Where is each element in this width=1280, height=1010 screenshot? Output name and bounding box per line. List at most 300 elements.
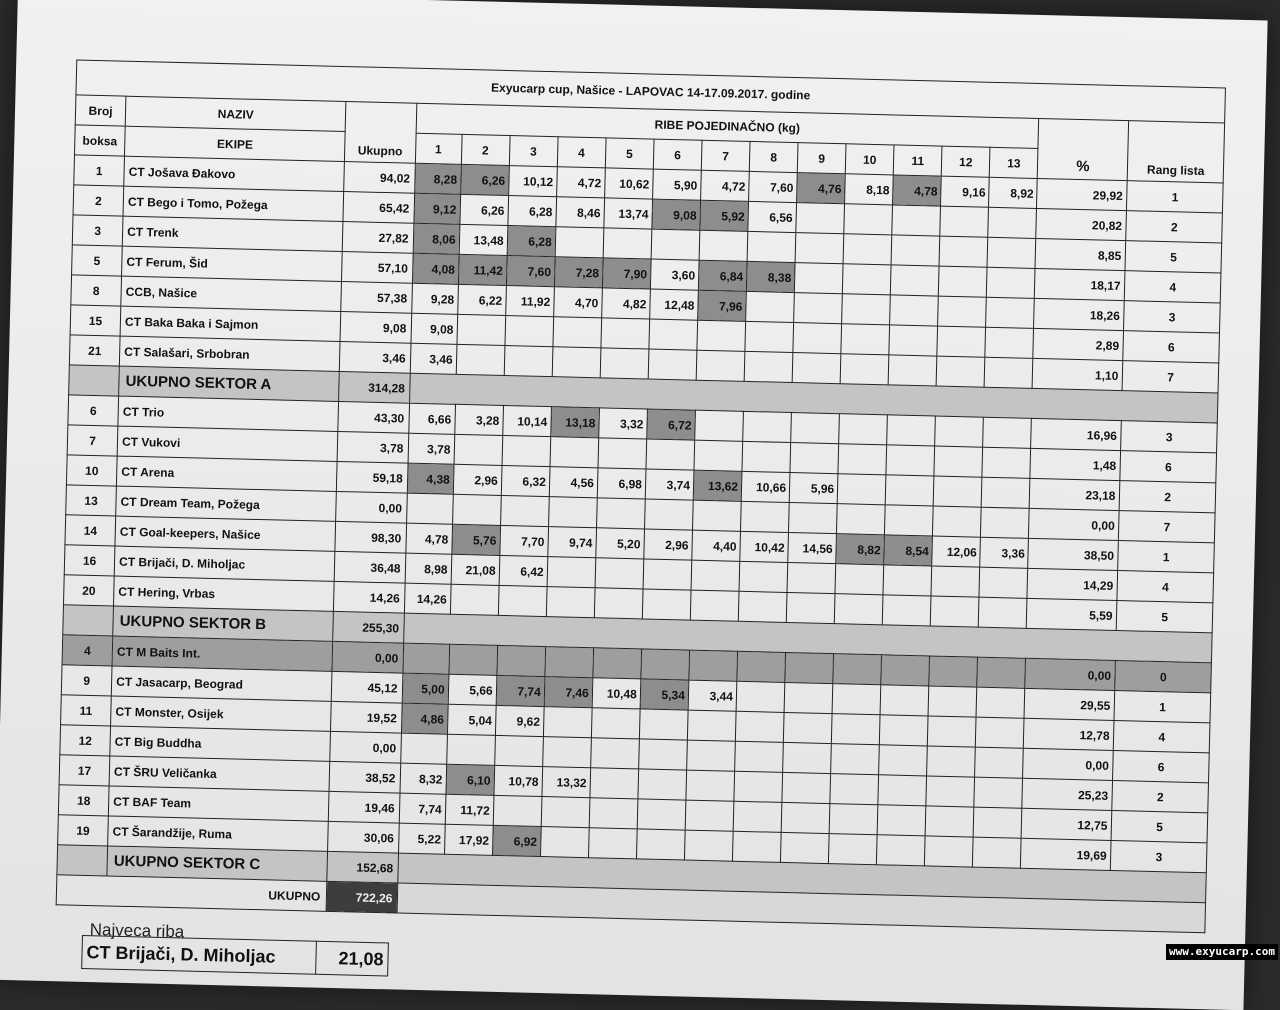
fish-weight: 11,92 (505, 286, 554, 317)
fish-weight: 10,14 (502, 405, 551, 436)
fish-weight: 6,10 (446, 764, 495, 795)
team-total: 19,46 (329, 791, 400, 823)
fish-weight (497, 645, 546, 676)
fish-weight: 2,96 (453, 464, 502, 495)
team-rank: 6 (1120, 451, 1216, 483)
fish-weight: 8,92 (989, 177, 1038, 208)
fish-weight: 5,34 (640, 679, 689, 710)
fish-weight (796, 203, 845, 234)
team-percent: 16,96 (1031, 418, 1122, 450)
team-percent: 1,48 (1030, 448, 1121, 480)
fish-weight (643, 559, 692, 590)
fish-weight (975, 747, 1024, 778)
header-fish-col: 8 (749, 141, 798, 172)
fish-weight: 6,98 (597, 468, 646, 499)
fish-weight (637, 799, 686, 830)
fish-weight (543, 707, 592, 738)
fish-weight: 7,60 (749, 171, 798, 202)
fish-weight (979, 597, 1028, 628)
fish-weight (742, 441, 791, 472)
results-sheet (56, 59, 1226, 933)
fish-weight: 10,12 (508, 166, 557, 197)
fish-weight: 6,56 (748, 201, 797, 232)
team-name: CT Jošava Đakovo (124, 156, 345, 191)
box-number: 11 (61, 695, 112, 726)
fish-weight (828, 834, 877, 865)
fish-weight (590, 738, 639, 769)
fish-weight (880, 685, 929, 716)
team-total: 57,38 (341, 282, 412, 314)
fish-weight (504, 345, 553, 376)
header-fish-col: 4 (557, 137, 606, 168)
team-name: CT Ferum, Šid (122, 246, 343, 281)
header-boksa: boksa (74, 125, 125, 156)
team-percent: 0,00 (1023, 748, 1114, 780)
fish-weight (925, 806, 974, 837)
team-rank: 7 (1119, 511, 1215, 543)
team-name: CT Goal-keepers, Našice (115, 516, 336, 551)
team-total: 57,10 (342, 252, 413, 284)
fish-weight (787, 562, 836, 593)
fish-weight (881, 655, 930, 686)
fish-weight: 13,48 (459, 224, 508, 255)
fish-weight: 9,28 (411, 283, 458, 314)
header-fish-col: 13 (989, 147, 1038, 178)
fish-weight (987, 267, 1036, 298)
fish-weight (830, 774, 879, 805)
fish-weight: 10,62 (604, 168, 653, 199)
fish-weight (988, 207, 1037, 238)
fish-weight: 8,82 (836, 534, 885, 565)
fish-weight (793, 323, 842, 354)
header-fish-col: 12 (941, 146, 990, 177)
fish-weight: 9,74 (548, 527, 597, 558)
sector-subtotal-label: UKUPNO SEKTOR A (119, 366, 340, 401)
team-percent: 18,17 (1035, 268, 1126, 300)
fish-weight: 7,70 (499, 525, 548, 556)
fish-weight: 3,46 (410, 343, 457, 374)
fish-weight (454, 434, 503, 465)
box-number: 2 (73, 185, 124, 216)
fish-weight: 3,36 (980, 537, 1029, 568)
fish-weight: 10,66 (741, 471, 790, 502)
team-rank: 1 (1114, 691, 1210, 723)
fish-weight: 11,72 (445, 794, 494, 825)
header-ribe: RIBE POJEDINAČNO (kg) (416, 103, 1039, 148)
fish-weight: 3,32 (599, 408, 648, 439)
fish-weight: 5,96 (789, 473, 838, 504)
team-rank: 0 (1115, 661, 1211, 693)
fish-weight (931, 566, 980, 597)
header-naziv: NAZIV (125, 96, 346, 131)
fish-weight: 6,22 (457, 284, 506, 315)
team-name: CT Big Buddha (110, 726, 331, 761)
team-name: CT ŠRU Veličanka (109, 756, 330, 791)
fish-weight: 11,42 (458, 254, 507, 285)
team-name: CT Baka Baka i Sajmon (120, 306, 341, 341)
fish-weight (985, 327, 1034, 358)
box-number: 17 (59, 755, 110, 786)
team-name: CT Trenk (122, 216, 343, 251)
fish-weight: 8,06 (413, 223, 460, 254)
header-fish-col: 3 (509, 136, 558, 167)
fish-weight (877, 835, 926, 866)
fish-weight (555, 227, 604, 258)
header-rang-lista: Rang lista (1128, 121, 1225, 183)
fish-weight: 5,00 (402, 673, 449, 704)
box-number: 4 (62, 635, 113, 666)
fish-weight: 3,28 (454, 404, 503, 435)
team-percent: 0,00 (1025, 658, 1116, 690)
box-number: 14 (65, 515, 116, 546)
fish-weight: 4,72 (700, 170, 749, 201)
fish-weight: 6,26 (459, 194, 508, 225)
team-rank: 5 (1117, 601, 1213, 633)
fish-weight (792, 353, 841, 384)
fish-weight: 13,18 (550, 407, 599, 438)
box-number: 19 (58, 815, 109, 846)
fish-weight (934, 446, 983, 477)
fish-weight (838, 444, 887, 475)
team-rank: 5 (1112, 810, 1208, 842)
box-number: 5 (72, 245, 123, 276)
fish-weight: 9,08 (652, 199, 701, 230)
fish-weight (974, 777, 1023, 808)
subtotal-spacer (69, 365, 120, 396)
team-total: 0,00 (330, 731, 401, 763)
team-rank: 3 (1121, 421, 1217, 453)
fish-weight (735, 741, 784, 772)
fish-weight (839, 414, 888, 445)
fish-weight (545, 647, 594, 678)
team-name: CT Dream Team, Požega (116, 486, 337, 521)
fish-weight (593, 648, 642, 679)
fish-weight (878, 775, 927, 806)
fish-weight: 8,38 (746, 261, 795, 292)
team-total: 19,52 (331, 701, 402, 733)
fish-weight (890, 265, 939, 296)
fish-weight (740, 501, 789, 532)
team-name: CT Bego i Tomo, Požega (123, 186, 344, 221)
fish-weight: 12,06 (932, 536, 981, 567)
team-rank: 5 (1125, 241, 1221, 273)
fish-weight: 14,26 (404, 583, 451, 614)
fish-weight (546, 587, 595, 618)
fish-weight (925, 836, 974, 867)
fish-weight (498, 585, 547, 616)
box-number: 9 (61, 665, 112, 696)
fish-weight (638, 769, 687, 800)
header-fish-col: 9 (797, 143, 846, 174)
fish-weight (402, 643, 449, 674)
fish-weight (842, 294, 891, 325)
team-percent: 25,23 (1022, 778, 1113, 810)
fish-weight: 6,92 (492, 825, 541, 856)
fish-weight (783, 742, 832, 773)
team-rank: 6 (1113, 750, 1209, 782)
team-percent: 1,10 (1032, 358, 1123, 390)
fish-weight: 6,28 (508, 196, 557, 227)
team-name: CT Brijači, D. Miholjac (114, 546, 335, 581)
team-rank: 2 (1112, 780, 1208, 812)
fish-weight (835, 564, 884, 595)
fish-weight (696, 350, 745, 381)
fish-weight (639, 709, 688, 740)
team-name: CT Vukovi (117, 426, 338, 461)
header-fish-col: 7 (701, 140, 750, 171)
fish-weight (973, 807, 1022, 838)
fish-weight (697, 320, 746, 351)
fish-weight (735, 711, 784, 742)
fish-weight: 4,76 (797, 173, 846, 204)
fish-weight (886, 445, 935, 476)
fish-weight (646, 439, 695, 470)
box-number: 6 (68, 395, 119, 426)
fish-weight (843, 234, 892, 265)
fish-weight (687, 710, 736, 741)
fish-weight: 6,72 (647, 409, 696, 440)
fish-weight (784, 682, 833, 713)
fish-weight (936, 356, 985, 387)
box-number: 21 (69, 335, 120, 366)
fish-weight (933, 476, 982, 507)
team-percent: 23,18 (1029, 478, 1120, 510)
header-percent: % (1038, 118, 1130, 180)
fish-weight (641, 649, 690, 680)
fish-weight (638, 739, 687, 770)
fish-weight (500, 495, 549, 526)
team-total: 0,00 (336, 491, 407, 523)
fish-weight: 12,48 (649, 289, 698, 320)
fish-weight (795, 233, 844, 264)
sector-subtotal-label: UKUPNO SEKTOR B (113, 606, 334, 641)
fish-weight: 8,54 (884, 535, 933, 566)
fish-weight (928, 716, 977, 747)
fish-weight: 4,72 (556, 167, 605, 198)
fish-weight (982, 447, 1031, 478)
fish-weight (642, 589, 691, 620)
team-name: CT Monster, Osijek (111, 696, 332, 731)
fish-weight (594, 588, 643, 619)
fish-weight (929, 656, 978, 687)
fish-weight (636, 829, 685, 860)
fish-weight (588, 828, 637, 859)
fish-weight (987, 237, 1036, 268)
fish-weight (449, 644, 498, 675)
team-percent: 29,92 (1037, 178, 1128, 210)
fish-weight (547, 557, 596, 588)
fish-weight (743, 411, 792, 442)
fish-weight: 9,08 (411, 313, 458, 344)
team-total: 3,78 (337, 431, 408, 463)
fish-weight: 17,92 (444, 824, 493, 855)
fish-weight (841, 324, 890, 355)
fish-weight (928, 686, 977, 717)
fish-weight (781, 802, 830, 833)
team-percent: 12,75 (1021, 808, 1112, 840)
fish-weight (890, 295, 939, 326)
team-rank: 4 (1125, 271, 1221, 303)
fish-weight (548, 497, 597, 528)
fish-weight (927, 746, 976, 777)
fish-weight (552, 347, 601, 378)
fish-weight (780, 832, 829, 863)
fish-weight (687, 740, 736, 771)
fish-weight: 3,74 (645, 469, 694, 500)
team-rank: 1 (1118, 541, 1214, 573)
team-rank: 4 (1114, 721, 1210, 753)
fish-weight: 4,70 (553, 287, 602, 318)
fish-weight: 2,96 (644, 529, 693, 560)
fish-weight (502, 435, 551, 466)
fish-weight (892, 205, 941, 236)
subtotal-spacer (63, 605, 114, 636)
team-total: 65,42 (343, 192, 414, 224)
subtotal-spacer (57, 845, 108, 876)
results-body (56, 60, 1225, 933)
team-rank: 3 (1111, 840, 1207, 872)
fish-weight: 7,96 (698, 290, 747, 321)
fish-weight: 13,32 (542, 767, 591, 798)
team-percent: 12,78 (1024, 718, 1115, 750)
fish-weight (883, 565, 932, 596)
team-name: CT Jasacarp, Beograd (111, 666, 332, 701)
fish-weight (937, 326, 986, 357)
fish-weight: 6,42 (499, 555, 548, 586)
fish-weight: 13,74 (604, 198, 653, 229)
fish-weight (887, 415, 936, 446)
fish-weight (891, 235, 940, 266)
fish-weight (691, 560, 740, 591)
fish-weight (939, 236, 988, 267)
fish-weight: 21,08 (451, 554, 500, 585)
fish-weight (732, 831, 781, 862)
team-total: 43,30 (338, 401, 409, 433)
fish-weight (737, 651, 786, 682)
fish-weight (940, 206, 989, 237)
fish-weight: 7,28 (554, 257, 603, 288)
header-broj: Broj (75, 95, 126, 126)
sector-subtotal-label: UKUPNO SEKTOR C (107, 846, 328, 881)
fish-weight (406, 493, 453, 524)
fish-weight (400, 733, 447, 764)
team-percent: 19,69 (1021, 838, 1112, 870)
fish-weight: 6,84 (698, 260, 747, 291)
site-watermark: www.exyucarp.com (1166, 944, 1278, 960)
fish-weight (790, 443, 839, 474)
fish-weight (644, 499, 693, 530)
fish-weight (494, 735, 543, 766)
fish-weight (831, 744, 880, 775)
fish-weight (986, 297, 1035, 328)
box-number: 20 (63, 575, 114, 606)
team-rank: 3 (1124, 301, 1220, 333)
team-percent: 38,50 (1028, 538, 1119, 570)
fish-weight: 7,60 (506, 256, 555, 287)
fish-weight (844, 204, 893, 235)
fish-weight: 4,08 (412, 253, 459, 284)
fish-weight (981, 477, 1030, 508)
fish-weight (889, 325, 938, 356)
fish-weight: 8,18 (845, 174, 894, 205)
team-name: CCB, Našice (121, 276, 342, 311)
fish-weight: 6,28 (507, 226, 556, 257)
fish-weight (457, 314, 506, 345)
fish-weight (882, 595, 931, 626)
fish-weight: 4,40 (692, 530, 741, 561)
box-number: 10 (66, 455, 117, 486)
fish-weight (695, 410, 744, 441)
fish-weight (938, 296, 987, 327)
sector-subtotal-value: 314,28 (339, 371, 410, 403)
fish-weight (685, 800, 734, 831)
fish-weight (542, 737, 591, 768)
team-total: 98,30 (335, 521, 406, 553)
box-number: 7 (67, 425, 118, 456)
fish-weight (694, 440, 743, 471)
fish-weight (885, 475, 934, 506)
fish-weight (590, 768, 639, 799)
fish-weight (933, 506, 982, 537)
fish-weight: 9,62 (495, 705, 544, 736)
fish-weight (452, 494, 501, 525)
fish-weight (747, 231, 796, 262)
fish-weight (939, 266, 988, 297)
fish-weight (981, 507, 1030, 538)
team-percent: 5,59 (1027, 598, 1118, 630)
fish-weight (649, 319, 698, 350)
fish-weight (926, 776, 975, 807)
fish-weight: 14,56 (788, 532, 837, 563)
team-total: 94,02 (344, 162, 415, 194)
fish-weight (832, 684, 881, 715)
document-title: Exyucarp cup, Našice - LAPOVAC 14-17.09.2017. godine (76, 60, 1226, 123)
fish-weight (983, 417, 1032, 448)
team-total: 14,26 (334, 581, 405, 613)
fish-weight (689, 650, 738, 681)
fish-weight: 6,66 (408, 403, 455, 434)
fish-weight (734, 771, 783, 802)
fish-weight (591, 708, 640, 739)
header-ekipe: EKIPE (125, 126, 346, 161)
biggest-fish-weight: 21,08 (316, 941, 389, 976)
box-number: 3 (72, 215, 123, 246)
fish-weight (833, 654, 882, 685)
fish-weight (831, 714, 880, 745)
team-percent: 0,00 (1029, 508, 1120, 540)
header-fish-col: 11 (893, 145, 942, 176)
team-name: CT Salašari, Srbobran (119, 336, 340, 371)
fish-weight: 4,38 (407, 463, 454, 494)
header-fish-col: 2 (461, 134, 510, 165)
team-total: 59,18 (337, 461, 408, 493)
box-number: 1 (74, 155, 125, 186)
fish-weight (596, 498, 645, 529)
fish-weight: 5,90 (652, 169, 701, 200)
fish-weight (505, 316, 554, 347)
fish-weight (837, 474, 886, 505)
fish-weight: 8,98 (405, 553, 452, 584)
fish-weight (598, 438, 647, 469)
fish-weight (600, 348, 649, 379)
fish-weight: 3,78 (408, 433, 455, 464)
team-total: 3,46 (340, 341, 411, 373)
team-percent: 8,85 (1035, 238, 1126, 270)
fish-weight (446, 734, 495, 765)
header-fish-col: 1 (415, 133, 462, 164)
fish-weight (877, 805, 926, 836)
fish-weight (842, 264, 891, 295)
